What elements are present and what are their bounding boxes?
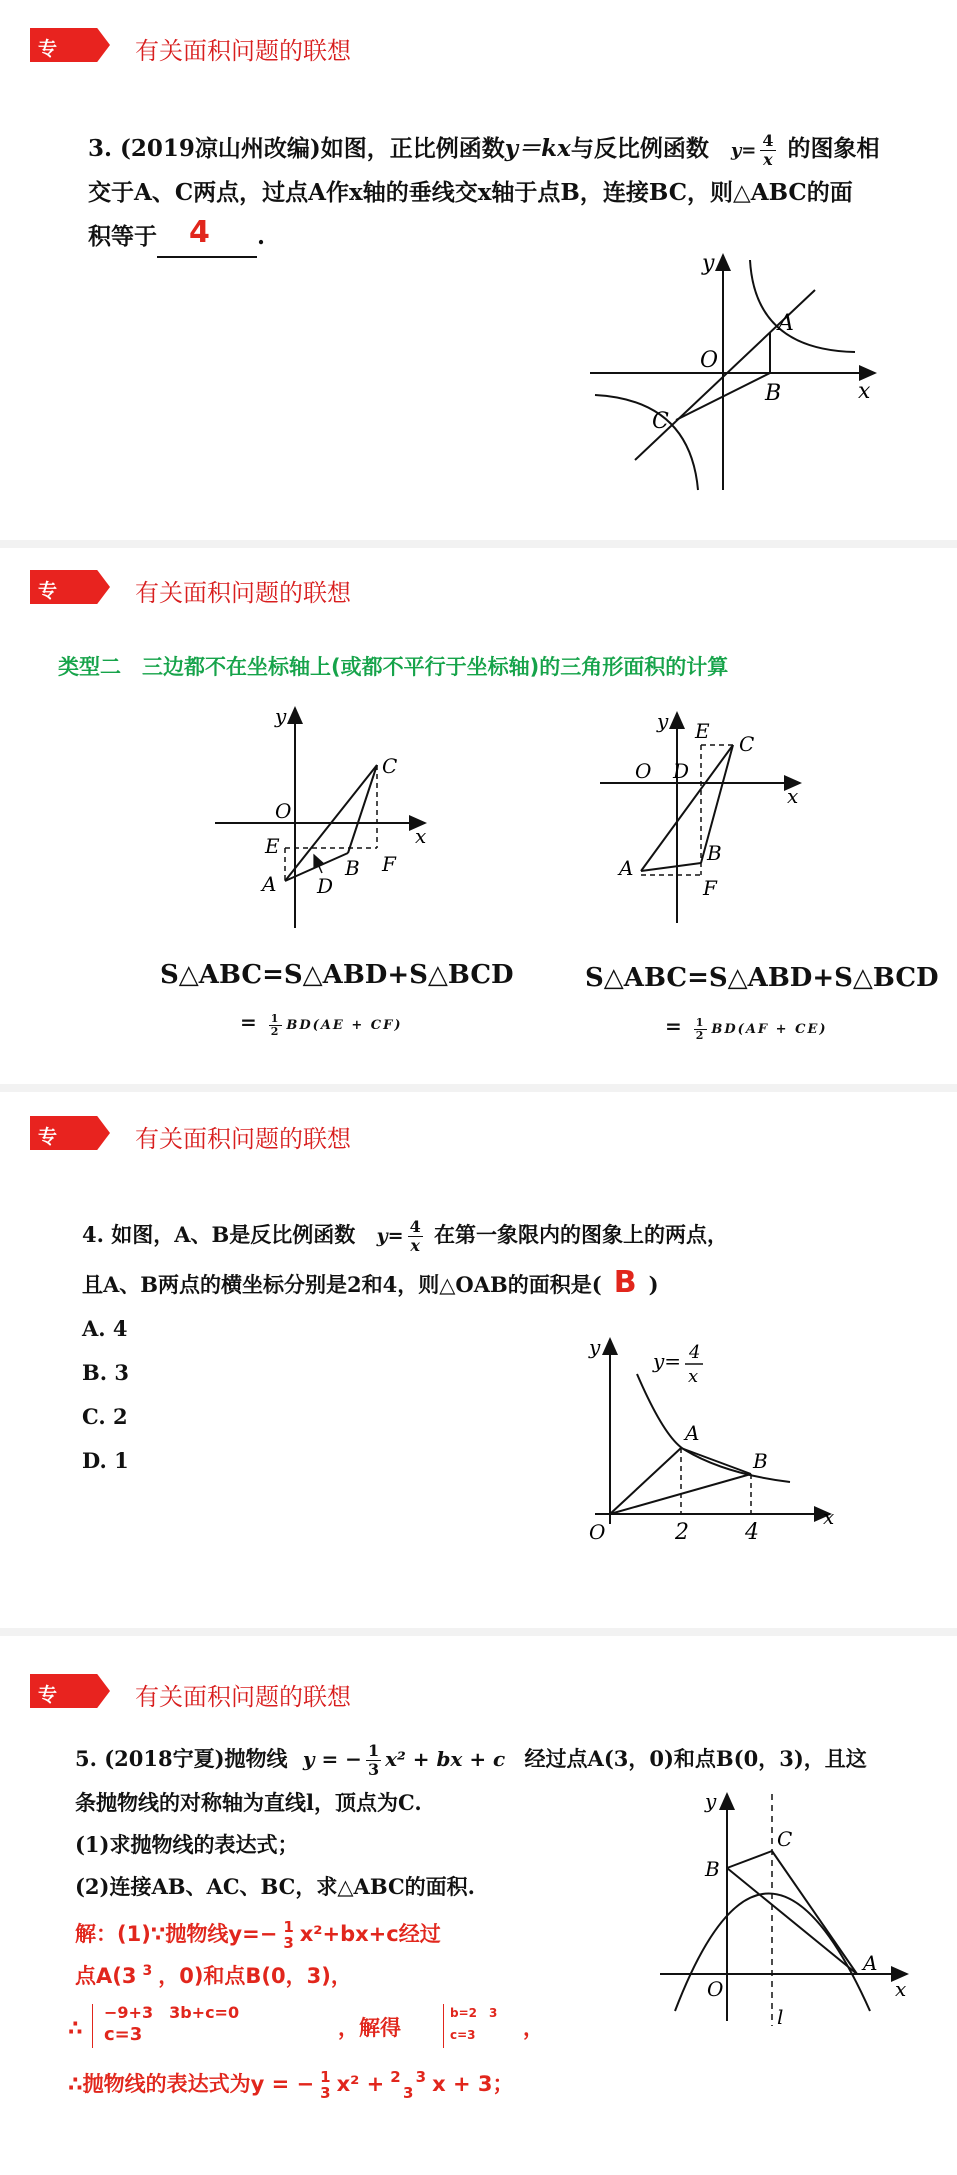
label-A: A xyxy=(262,872,277,896)
label-B: B xyxy=(705,1857,720,1881)
tag-label: 专题三 xyxy=(38,580,58,656)
label-l: l xyxy=(777,2005,784,2029)
q3-text-line3: 积等于 xyxy=(88,223,157,250)
q3-line-2: 交于A、C两点，过点A作x轴的垂线交x轴于点B，连接BC，则△ABC的面 xyxy=(88,179,853,206)
label-y: y xyxy=(657,709,669,733)
curve-frac-num: 4 xyxy=(689,1342,701,1363)
tag-label: 专题三 xyxy=(38,38,58,114)
option-b: B. 3 xyxy=(82,1360,129,1385)
sol4-f2-den: 3 xyxy=(402,2084,414,2102)
q3-frac xyxy=(760,132,775,169)
label-O: O xyxy=(635,759,652,783)
sol1-frac-den: 3 xyxy=(283,1934,294,1952)
label-C: C xyxy=(739,732,755,756)
option-c: C. 2 xyxy=(82,1404,128,1429)
result-brace xyxy=(443,2004,450,2048)
label-E: E xyxy=(265,834,280,858)
q5-text-a: 5. (2018宁夏)抛物线 xyxy=(75,1746,288,1771)
curve-label: y= xyxy=(653,1349,682,1373)
label-A: A xyxy=(685,1421,700,1445)
label-x: x xyxy=(787,784,799,808)
tick-2: 2 xyxy=(675,1520,689,1545)
q4-frac-num: 4 xyxy=(409,1217,421,1236)
system-eq-2: c=3 xyxy=(104,2024,143,2045)
sol4-frac-2 xyxy=(388,2069,428,2101)
sol1-tail: x²+bx+c经过 xyxy=(299,1922,441,1946)
label-B: B xyxy=(753,1449,768,1473)
label-E: E xyxy=(695,719,710,743)
slide-2 xyxy=(0,548,957,1084)
q3-text-c: 与反比例函数 xyxy=(570,135,709,162)
label-O: O xyxy=(589,1520,606,1544)
tick-4: 4 xyxy=(745,1520,759,1545)
half-num: 1 xyxy=(270,1012,281,1025)
label-C: C xyxy=(382,754,398,778)
label-y: y xyxy=(589,1335,601,1359)
q4-text-c: 且A、B两点的横坐标分别是2和4，则△OAB的面积是( xyxy=(82,1272,602,1297)
formula-tail: BD(AE + CF) xyxy=(286,1018,403,1033)
q3-fn: y= xyxy=(730,140,757,161)
answer-blank xyxy=(157,215,257,258)
q5-figure xyxy=(655,1786,925,2036)
q4-frac-den: x xyxy=(410,1236,420,1255)
solution-line-4 xyxy=(68,2068,513,2101)
eq-sign: = xyxy=(665,1014,684,1038)
label-B: B xyxy=(345,856,360,880)
system-brace xyxy=(92,2004,99,2048)
label-F: F xyxy=(703,876,717,900)
label-B: B xyxy=(707,841,722,865)
label-D: D xyxy=(317,874,334,898)
hyperbola-branch-1 xyxy=(750,260,855,352)
formula-tail: BD(AF + CE) xyxy=(711,1022,828,1037)
q5-line-4: (2)连接AB、AC、BC，求△ABC的面积. xyxy=(75,1874,475,1899)
label-x: x xyxy=(895,1977,907,2001)
label-y: y xyxy=(705,1789,717,1813)
segment-BC xyxy=(727,1851,772,1868)
option-a: A. 4 xyxy=(82,1316,128,1341)
type-heading: 类型二 三边都不在坐标轴上(或都不平行于坐标轴)的三角形面积的计算 xyxy=(58,655,729,679)
slide-3 xyxy=(0,1092,957,1628)
formula-right-expanded xyxy=(665,1014,828,1042)
tag-title: 有关面积问题的联想 xyxy=(135,1683,351,1711)
solve-text: ，解得 xyxy=(338,2016,401,2040)
q5-text-b: 经过点A(3，0)和点B(0，3)，且这 xyxy=(524,1746,867,1771)
curve-frac-den: x xyxy=(688,1366,699,1387)
half-num: 1 xyxy=(695,1016,706,1029)
sol1-frac xyxy=(281,1919,295,1951)
q5-frac xyxy=(366,1742,381,1779)
tag-title: 有关面积问题的联想 xyxy=(135,1125,351,1153)
label-A: A xyxy=(778,311,794,336)
q3-frac-num: 4 xyxy=(762,130,774,150)
segment-BC xyxy=(348,765,377,853)
sol1-frac-num: 1 xyxy=(283,1918,294,1936)
formula-left-expanded xyxy=(240,1010,403,1038)
sol2-text: 点A(3 xyxy=(75,1964,137,1988)
sol3-comma: ， xyxy=(523,2016,544,2040)
sol4-tail: x + 3； xyxy=(432,2072,514,2096)
q5-line-3: (1)求抛物线的表达式； xyxy=(75,1832,299,1857)
label-B: B xyxy=(765,381,782,406)
tag-title: 有关面积问题的联想 xyxy=(135,37,351,65)
tag-label: 专题三 xyxy=(38,1126,58,1202)
right-figure xyxy=(595,703,825,933)
q5-fn: y = − xyxy=(302,1747,362,1771)
q4-frac xyxy=(408,1218,423,1255)
slide-4 xyxy=(0,1636,957,2175)
sol2-sup: 3 xyxy=(142,1963,153,1979)
q4-figure xyxy=(575,1324,865,1564)
solution-line-2 xyxy=(75,1960,352,1990)
segment-BA xyxy=(727,1868,857,1974)
hyperbola-branch-2 xyxy=(595,395,698,490)
result-b: b=2 3 xyxy=(450,2006,498,2020)
tag-label: 专题三 xyxy=(38,1684,58,1760)
q3-text-b: y＝kx xyxy=(504,135,571,162)
q4-text-b: 在第一象限内的图象上的两点， xyxy=(434,1222,729,1247)
sol4-mid: x² + xyxy=(336,2072,385,2096)
solution-line-1 xyxy=(75,1918,441,1951)
sol1-text: 解：(1)∵抛物线y=− xyxy=(75,1922,278,1946)
label-x: x xyxy=(823,1505,835,1529)
sol4-f1-den: 3 xyxy=(320,2084,331,2102)
label-O: O xyxy=(275,799,292,823)
q3-period: . xyxy=(257,223,266,250)
q4-text-d: ) xyxy=(648,1272,659,1297)
label-F: F xyxy=(382,852,396,876)
q4-line-2 xyxy=(82,1262,659,1306)
q5-fn-tail: x² + bx + c xyxy=(385,1747,506,1771)
label-x: x xyxy=(415,824,427,848)
q4-line-1 xyxy=(82,1214,728,1257)
segment-CA xyxy=(772,1851,857,1974)
q5-frac-den: 3 xyxy=(367,1760,380,1779)
slide-1 xyxy=(0,0,957,540)
left-figure xyxy=(210,703,440,933)
label-D: D xyxy=(673,759,690,783)
q3-text-d: 的图象相 xyxy=(787,135,880,162)
half-frac xyxy=(269,1013,283,1038)
q4-answer: B xyxy=(613,1265,637,1300)
half-den: 2 xyxy=(270,1025,281,1038)
sol4-text: ∴抛物线的表达式为y = − xyxy=(68,2072,315,2096)
formula-right: S△ABC=S△ABD+S△BCD xyxy=(585,963,939,993)
label-O: O xyxy=(700,348,719,373)
q5-line-1 xyxy=(75,1738,867,1780)
q3-answer: 4 xyxy=(189,215,210,250)
label-y: y xyxy=(702,251,715,276)
q3-frac-den: x xyxy=(763,149,773,169)
segment-AB xyxy=(641,863,701,871)
q3-line-1 xyxy=(88,128,880,172)
q3-text-a: 3. (2019凉山州改编)如图，正比例函数 xyxy=(88,135,505,162)
sol2-tail: ，0)和点B(0，3)， xyxy=(158,1964,352,1988)
therefore-symbol: ∴ xyxy=(68,2016,83,2040)
option-d: D. 1 xyxy=(82,1448,129,1473)
q3-line-3 xyxy=(88,216,265,258)
q3-figure xyxy=(580,240,920,500)
q4-fn: y= xyxy=(376,1225,404,1247)
eq-sign: = xyxy=(240,1010,259,1034)
sol4-frac-1 xyxy=(318,2069,332,2101)
half-frac xyxy=(694,1017,708,1042)
q4-text-a: 4. 如图，A、B是反比例函数 xyxy=(82,1222,356,1247)
label-C: C xyxy=(777,1827,793,1851)
q5-frac-num: 1 xyxy=(367,1741,380,1760)
formula-left: S△ABC=S△ABD+S△BCD xyxy=(160,960,514,990)
label-A: A xyxy=(863,1951,878,1975)
sol4-f1-num: 1 xyxy=(320,2068,331,2086)
label-O: O xyxy=(707,1977,724,2001)
label-y: y xyxy=(275,704,287,728)
system-eq-1: −9+3 3b+c=0 xyxy=(104,2003,240,2022)
segment-AB xyxy=(681,1448,751,1474)
sol4-f2-num: 2 3 xyxy=(390,2068,427,2086)
result-c: c=3 xyxy=(450,2028,476,2042)
label-x: x xyxy=(858,379,871,404)
label-A: A xyxy=(619,856,634,880)
label-C: C xyxy=(652,409,669,434)
q5-line-2: 条抛物线的对称轴为直线l，顶点为C. xyxy=(75,1790,422,1815)
tag-title: 有关面积问题的联想 xyxy=(135,579,351,607)
half-den: 2 xyxy=(695,1029,706,1042)
